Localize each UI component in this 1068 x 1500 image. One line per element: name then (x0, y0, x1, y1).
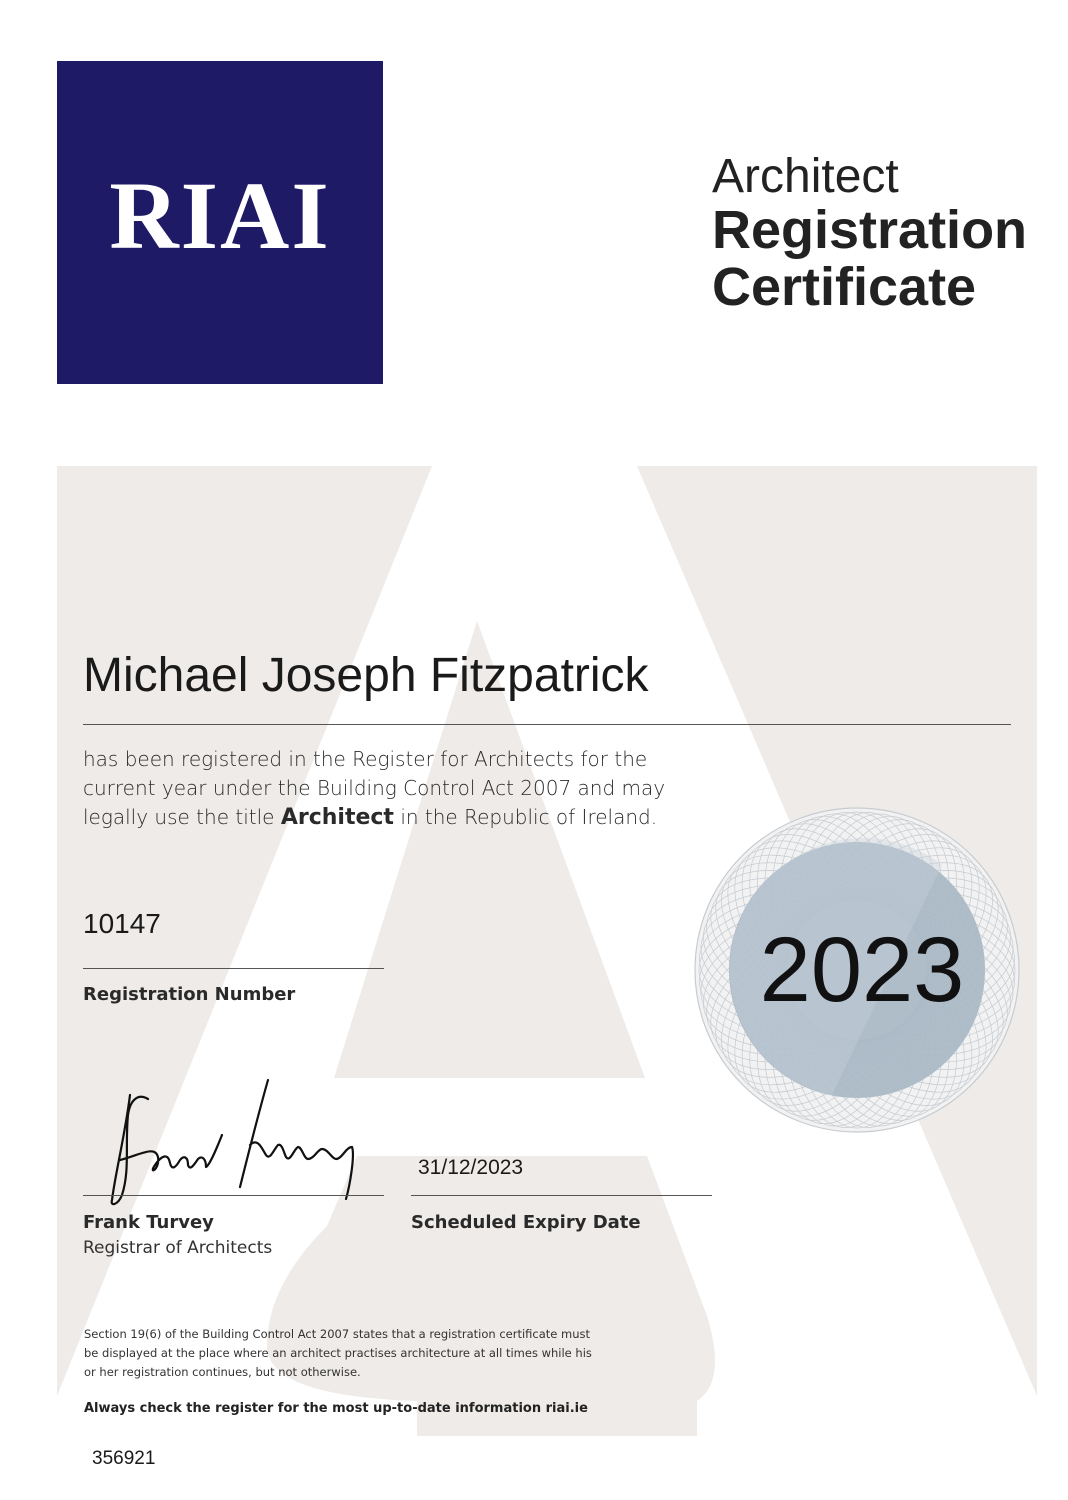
expiry-date: 31/12/2023 (418, 1156, 524, 1179)
statement-emphasis: Architect (280, 805, 394, 830)
holder-name: Michael Joseph Fitzpatrick (83, 649, 649, 702)
check-register-notice: Always check the register for the most up-to-date information riai.ie (84, 1401, 588, 1416)
registration-statement (83, 745, 723, 832)
legal-footnote: Section 19(6) of the Building Control Act 2007 states that a registration certificate must be displayed at the place where an architect practises architecture at all times while his or her registration continues, but not otherwise. (84, 1327, 592, 1379)
title-line-certificate: Certificate (712, 257, 977, 318)
name-underline (83, 724, 1011, 725)
title-line-registration: Registration (712, 200, 1028, 261)
certificate-title (712, 152, 1027, 316)
title-line-architect: Architect (712, 150, 899, 203)
regnum-underline (83, 968, 384, 969)
signatory-name: Frank Turvey (83, 1212, 214, 1233)
registrar-signature (100, 1075, 370, 1210)
logo-text: RIAI (109, 162, 331, 269)
registration-number-label: Registration Number (83, 984, 296, 1005)
statement-text-end: in the Republic of Ireland. (400, 805, 658, 829)
certificate-serial: 356921 (92, 1448, 156, 1469)
expiry-underline (411, 1195, 712, 1196)
statement-text: has been registered in the Register for Architects for the current year under the Building Control Act 2007 and may legally use the title (83, 747, 666, 829)
registration-number: 10147 (83, 908, 161, 939)
riai-logo (57, 61, 383, 384)
signature-underline (83, 1195, 384, 1196)
signatory-role: Registrar of Architects (83, 1238, 273, 1258)
expiry-label: Scheduled Expiry Date (411, 1212, 641, 1233)
registration-year: 2023 (759, 918, 965, 1021)
